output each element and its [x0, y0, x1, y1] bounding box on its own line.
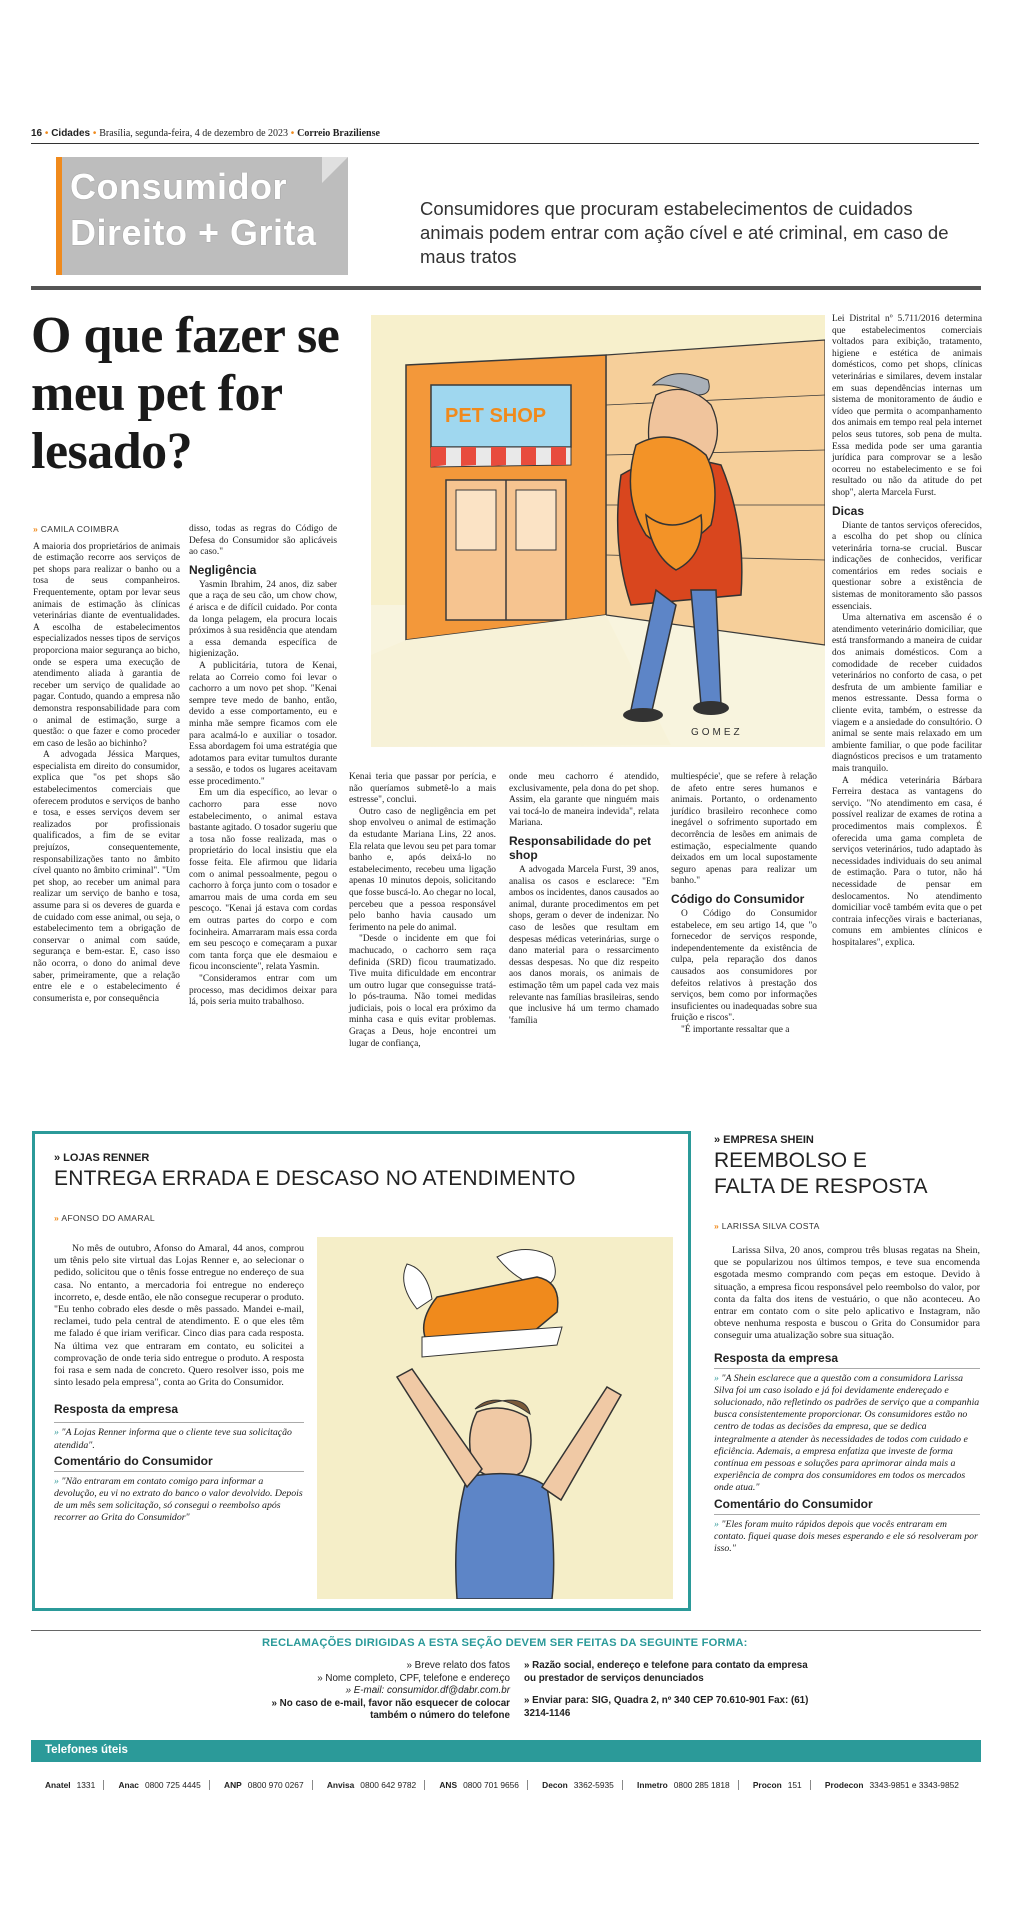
renner-byline-name: AFONSO DO AMARAL [61, 1213, 155, 1223]
paragraph: disso, todas as regras do Código de Defesa do Consumidor são aplicáveis ao caso." [189, 524, 337, 558]
renner-title: ENTREGA ERRADA E DESCASO NO ATENDIMENTO [54, 1167, 576, 1190]
phone-agency: Anatel [45, 1780, 71, 1790]
quote-bullet-icon: » [714, 1372, 719, 1384]
phone-item [542, 1780, 623, 1790]
paragraph: A médica veterinária Bárbara Ferreira destaca as vantagens do serviço. "No atendimento em casa, é possível realizar de exames de rotina a procedimentos mais complexos. É oferecida uma gama completa de serviços veterinários, tudo adaptado às necessidades individuais do seu animal de estimação. Para o tutor, não há necessidade de pensar em deslocamentos. No atendimento domiciliar você também evita que o pet contraia infecções virais e bacterianas, comuns em ambientes clínicos e hospitalares", explica. [832, 775, 982, 948]
paragraph: Outro caso de negligência em pet shop envolveu o animal de estimação da estudante Mariana Lins, 22 anos. Ela relata que levou seu pet para tomar banho e, após deixá-lo no estabelecimento, recebeu uma ligação apenas 10 minutos depois, solicitando que fosse buscá-lo. Ao chegar no local, percebeu que a pessoa responsável pelo banho havia causado um ferimento na pele do animal. [349, 806, 496, 933]
shein-byline: » LARISSA SILVA COSTA [714, 1221, 820, 1231]
phone-number: 1331 [76, 1780, 96, 1790]
paragraph: "Consideramos entrar com um processo, mas decidimos deixar para lá, pois seria muito trabalhoso. [189, 973, 337, 1008]
dateline: Brasília, segunda-feira, 4 de dezembro de 2023 [99, 128, 289, 139]
pet-shop-drawing [371, 315, 825, 747]
renner-comment [54, 1471, 304, 1525]
phone-agency: Procon [752, 1780, 782, 1790]
masthead-rule [31, 286, 981, 290]
paragraph: Kenai teria que passar por perícia, e não queríamos submetê-lo a mais estresse", conclui. [349, 772, 496, 806]
phone-number: 0800 701 9656 [463, 1780, 519, 1790]
phone-agency: Anvisa [326, 1780, 355, 1790]
paragraph: No mês de outubro, Afonso do Amaral, 44 anos, comprou um tênis pelo site virtual das Lojas Renner e, ao selecionar o pedido, solicitou que o tênis fosse entregue no endereço de sua casa. No entanto, a mercadoria foi entregue no endereço incorreto, e, desde então, ele não consegue recuperar o produto. "Eu tenho cobrado eles desde o mês passado. Mandei e-mail, reclamei, tudo pela central de atendimento. E o que eles têm me falado é que iriam verificar. Cinco dias para cada resposta. Na última vez que entraram em contato, eu solicitei a comprovação de onde teria sido entregue o produto. A resposta foi rasa e sem nada de concreto. Quero resolver isso, pois me sinto lesado pela empresa", conta ao Grita do Consumidor. [54, 1243, 304, 1389]
phone-agency: Anac [118, 1780, 139, 1790]
instructions-title: RECLAMAÇÕES DIRIGIDAS A ESTA SEÇÃO DEVEM SER FEITAS DA SEGUINTE FORMA: [262, 1637, 748, 1649]
renner-kicker-text: » LOJAS RENNER [54, 1152, 150, 1164]
page-header [31, 128, 981, 142]
shein-byline-name: LARISSA SILVA COSTA [721, 1221, 820, 1231]
paragraph: Diante de tantos serviços oferecidos, a escolha do pet shop ou clínica veterinária torna-se crucial. Buscar indicações de conhecidos, verificar comentários em redes sociais e questionar sobre a existência de sistemas de monitoramento são passos essenciais. [832, 520, 982, 612]
phones-bar [31, 1740, 981, 1762]
phone-item [753, 1780, 811, 1790]
shein-body [714, 1245, 980, 1555]
paper-name: Correio Braziliense [297, 128, 380, 139]
phone-item [637, 1780, 739, 1790]
sneaker-drawing [317, 1237, 673, 1599]
article-column-4 [509, 772, 659, 1027]
article-column-3 [349, 772, 496, 1050]
paragraph: Uma alternativa em ascensão é o atendimento veterinário domiciliar, que está transformando a maneira de cuidar dos animais domésticos. Com a comodidade de receber cuidados veterinários no conforto de casa, o pet desfruta de um ambiente familiar e menos estressante. Dessa forma o cliente evita, também, o estresse da viagem e a ansiedade do consultório. O animal se sente mais relaxado em um ambiente familiar, o que pode facilitar diagnósticos precisos e um tratamento mais tranquilo. [832, 613, 982, 774]
bullet-icon: • [290, 128, 295, 139]
bullet-icon: • [92, 128, 97, 139]
paragraph: "É importante ressaltar que a [681, 1024, 790, 1035]
instructions-right [524, 1660, 814, 1720]
phone-agency: Prodecon [824, 1780, 864, 1790]
phone-number: 151 [787, 1780, 802, 1790]
phone-agency: ANP [224, 1780, 242, 1790]
subheading-negligencia: Negligência [189, 562, 257, 577]
phone-number: 0800 970 0267 [247, 1780, 304, 1790]
quote-bullet-icon: » [54, 1475, 59, 1487]
instruction-item: » Razão social, endereço e telefone para contato da empresa ou prestador de serviços denunciados [524, 1660, 808, 1684]
instruction-item: » Enviar para: SIG, Quadra 2, nº 340 CEP 70.610-901 Fax: (61) 3214-1146 [524, 1695, 809, 1719]
shein-comment-text: "Eles foram muito rápidos depois que vocês entraram em contato. fiquei quase dois meses esperando e ele só resolveram por isso." [714, 1518, 978, 1555]
instruction-item: » Nome completo, CPF, telefone e endereço [317, 1672, 510, 1684]
paragraph: Larissa Silva, 20 anos, comprou três blusas regatas na Shein, que se popularizou nos últimos tempos, e teve sua encomenda esgotada mesmo comprando com peças em estoque. Devido à situação, a empresa ficou responsável pelo reembolso do valor, por conta da falta dos itens de vestuário, o que não aconteceu. Ao entrar em contato com o site pelo aplicativo e Instagram, não obteve nenhuma resposta e buscou o Grita do Consumidor para conseguir uma atualização sobre sua situação. [714, 1245, 980, 1342]
phone-agency: Inmetro [637, 1780, 668, 1790]
subheading-codigo: Código do Consumidor [671, 891, 805, 906]
phone-item [327, 1780, 425, 1790]
subheading-dicas: Dicas [832, 503, 865, 518]
section-name: Cidades [51, 128, 91, 139]
phone-agency: ANS [439, 1780, 458, 1790]
phone-item [118, 1780, 209, 1790]
instructions-left [250, 1660, 510, 1723]
shein-response-text: "A Shein esclarece que a questão com a consumidora Larissa Silva foi um caso isolado e já foi devidamente endereçado e solucionado, não refletindo os padrões de serviço que a companhia busca consistentemente proporcionar. Os consumidores estão no centro de todas as decisões da empresa, que se dedica integralmente a atender às necessidades de todos com cuidado e eficiência. Ademais, a empresa enfatiza que investe de forma contínua em pessoas e soluções para aprimorar ainda mais a experiência de compra dos consumidores em todos os mercados onde atua." [714, 1372, 980, 1494]
illustrator-credit: GOMEZ [691, 727, 743, 738]
subheading-responsabilidade: Responsabilidade do pet shop [509, 833, 652, 862]
shein-title-line1: REEMBOLSO E [714, 1149, 867, 1172]
paragraph: A advogada Marcela Furst, 39 anos, analisa os casos e esclarece: "Em ambos os incidentes, danos causados ao animal, durante procedimentos em pet shops, geram o dever de indenizar. No caso de lesões que resultam em despesas médicas veterinárias, surge o dano material para o ressarcimento dessas despesas. No que diz respeito aos danos morais, os animais de estimação têm um papel cada vez mais relevante nas famílias brasileiras, sendo que inclusive há um termo chamado 'família [509, 864, 659, 1026]
quote-bullet-icon: » [714, 1518, 719, 1530]
instruction-item: » Breve relato dos fatos [406, 1660, 510, 1671]
paragraph: A maioria dos proprietários de animais de estimação recorre aos serviços de pet shops para realizar o banho ou a tosa de seus companheiros. Frequentemente, optam por levar seus animais de estimação às clínicas veterinárias diante de eventualidades. A escolha de estabelecimentos especializados nesses tipos de serviços proporciona maior segurança ao bicho, onde se espera uma execução de atendimento aliada à garantia de receber um serviço de qualidade ao pagar. Contudo, quando a empresa não demonstra responsabilidade para com o animal de estimação, surge a questão: o que fazer e como proceder em caso de lesão ao bichinho? [33, 541, 180, 749]
phone-item [224, 1780, 313, 1790]
renner-comment-heading: Comentário do Consumidor [54, 1453, 213, 1468]
phone-item [45, 1780, 104, 1790]
page-number: 16 [31, 128, 43, 139]
article-column-1 [33, 524, 180, 1005]
quote-bullet-icon: » [54, 1427, 59, 1439]
phone-item [825, 1780, 967, 1790]
phone-number: 0800 285 1818 [673, 1780, 730, 1790]
renner-body [54, 1243, 304, 1525]
shein-kicker: » EMPRESA SHEIN [714, 1134, 814, 1146]
paragraph: O Código do Consumidor estabelece, em seu artigo 14, que "o fornecedor de serviços responde, independentemente da existência de culpa, pela reparação dos danos causados aos consumidores por defeitos relativos à prestação dos serviços, bem como por informações insuficientes ou inadequadas sobre sua fruição e riscos". [671, 908, 817, 1024]
byline-name: CAMILA COIMBRA [40, 524, 120, 534]
paragraph: "Desde o incidente em que foi machucado, o cachorro sem raça definida (SRD) ficou traumatizado. Tive muita dificuldade em encontrar um outro lugar que conseguisse tratá-lo pós-trauma. Não tomei medidas judiciais, pois o local era próximo da minha casa e quis evitar problemas. Graças a Deus, hoje encontrei um lugar de confiança, [349, 934, 496, 1049]
shein-title-line2: FALTA DE RESPOSTA [714, 1175, 928, 1198]
pet-shop-illustration [371, 315, 825, 747]
paragraph: multiespécie', que se refere à relação de afeto entre seres humanos e animais. Portanto, o ordenamento jurídico brasileiro reconhece como inegável o sofrimento suportado em decorrência de lesões em animais de estimação, especialmente quando deixados em um local supostamente seguro apenas para realizar um banho." [671, 772, 817, 887]
article-column-6 [832, 314, 982, 949]
main-headline: O que fazer se meu pet for lesado? [31, 307, 340, 480]
instructions-rule [31, 1630, 981, 1631]
renner-kicker [54, 1152, 149, 1164]
renner-response [54, 1422, 304, 1451]
phones-title: Telefones úteis [45, 1744, 128, 1756]
phone-item [439, 1780, 528, 1790]
shein-comment-heading: Comentário do Consumidor [714, 1496, 873, 1511]
paragraph: Em um dia específico, ao levar o cachorro para esse novo estabelecimento, o animal estava bastante agitado. O tosador sugeriu que a tosa não fosse realizada, mas o proprietário do local insistiu que ela fosse feita. Ele afirmou que lidaria com o animal pessoalmente, pegou o cachorro à força junto com o tosador e amarrou mais de uma corda em seu pescoço. "Kenai já estava com cordas em outras partes do corpo e com focinheira. Amarraram mais essa corda em seu pescoço e começaram a puxar com tanta força que ele desmaiou e ficou inconsciente", relata Yasmin. [189, 788, 337, 973]
shein-response-heading: Resposta da empresa [714, 1350, 839, 1365]
pet-shop-sign: PET SHOP [445, 405, 547, 427]
sneaker-illustration [317, 1237, 673, 1599]
phones-list [31, 1780, 981, 1790]
paragraph: Yasmin Ibrahim, 24 anos, diz saber que a raça de seu cão, um chow chow, é arisca e de difícil cuidado. Por conta da longa pelagem, ela procura locais próximos à sua residência que atendam a essa demanda específica de higienização. [189, 579, 337, 660]
shein-response [714, 1368, 980, 1495]
phone-number: 3362-5935 [573, 1780, 614, 1790]
renner-response-text: "A Lojas Renner informa que o cliente teve sua solicitação atendida". [54, 1427, 292, 1451]
paragraph: A publicitária, tutora de Kenai, relata ao Correio como foi levar o cachorro a um novo pet shop. "Kenai sempre teve medo de banho, então, devido a esse comportamento, eu e minha mãe sempre ficamos com ele para acalmá-lo e auxiliar o tosador. Essa abordagem foi uma estratégia que adotamos para evitar tumultos durante a sessão, e todos os lugares aceitavam esse procedimento." [189, 660, 337, 787]
instruction-item: » E-mail: consumidor.df@dabr.com.br [345, 1685, 510, 1697]
masthead-title-line2: Direito + Grita [70, 212, 317, 253]
renner-byline: » AFONSO DO AMARAL [54, 1213, 155, 1223]
renner-response-heading: Resposta da empresa [54, 1402, 179, 1417]
phone-number: 3343-9851 e 3343-9852 [869, 1780, 959, 1790]
phone-agency: Decon [542, 1780, 568, 1790]
phone-number: 0800 642 9782 [360, 1780, 417, 1790]
shein-comment [714, 1514, 980, 1556]
header-rule [31, 143, 979, 144]
paragraph: A advogada Jéssica Marques, especialista em direito do consumidor, explica que "os pet shops são estabelecimentos comerciais que oferecem produtos e serviços de banho e tosa, e esses serviços devem ser realizados por profissionais qualificados, a fim de se evitar prejuízos, consequentemente, responsabilizações tanto no âmbito cível quanto no âmbito criminal". "Um pet shop, ao receber um animal para realizar um serviço de banho e tosa, assume para si os deveres de guarda e de cuidado com esse animal, ou seja, o estabelecimento tem a obrigação de conservar o animal com saúde, segurança e bem-estar. E, caso isso não ocorra, o dono do animal deve saber, primeiramente, que a relação entre ele e o estabelecimento é consumerista e, por consequência [33, 750, 180, 1004]
paragraph: Lei Distrital nº 5.711/2016 determina que estabelecimentos comerciais voltados para exibição, tratamento, higiene e estética de animais domésticos, como pet shops, clínicas veterinárias e similares, devem instalar em suas dependências internas um sistema de monitoramento de áudio e vídeo que permita o acompanhamento dos animais em tempo real pela internet pelos seus tutores, sob pena de multa. Essa medida pode ser uma garantia jurídica para comprovar se a lesão ocorreu no estabelecimento e se foi resultado ou não da atitude do pet shop", alerta Marcela Furst. [832, 314, 982, 498]
article-column-2 [189, 524, 337, 1009]
renner-comment-text: "Não entraram em contato comigo para informar a devolução, eu vi no extrato do banco o valor devolvido. Depois de um mês sem solicitação, só consegui o reembolso após recorrer ao Grita do Consumidor" [54, 1475, 303, 1524]
byline: » CAMILA COIMBRA [33, 524, 120, 534]
masthead-title-line1: Consumidor [70, 166, 287, 207]
page-fold-corner [322, 157, 348, 183]
masthead-tagline: Consumidores que procuram estabelecimentos de cuidados animais podem entrar com ação cível e até criminal, em caso de maus tratos [420, 198, 949, 267]
paragraph: onde meu cachorro é atendido, exclusivamente, pela dona do pet shop. Assim, ela garante que ninguém mais vai tocá-lo de maneira indevida", relata Mariana. [509, 772, 659, 829]
instruction-item: » No caso de e-mail, favor não esquecer de colocar também o número do telefone [271, 1697, 510, 1722]
phone-number: 0800 725 4445 [144, 1780, 201, 1790]
bullet-icon: • [44, 128, 49, 139]
article-column-5 [671, 772, 817, 1036]
